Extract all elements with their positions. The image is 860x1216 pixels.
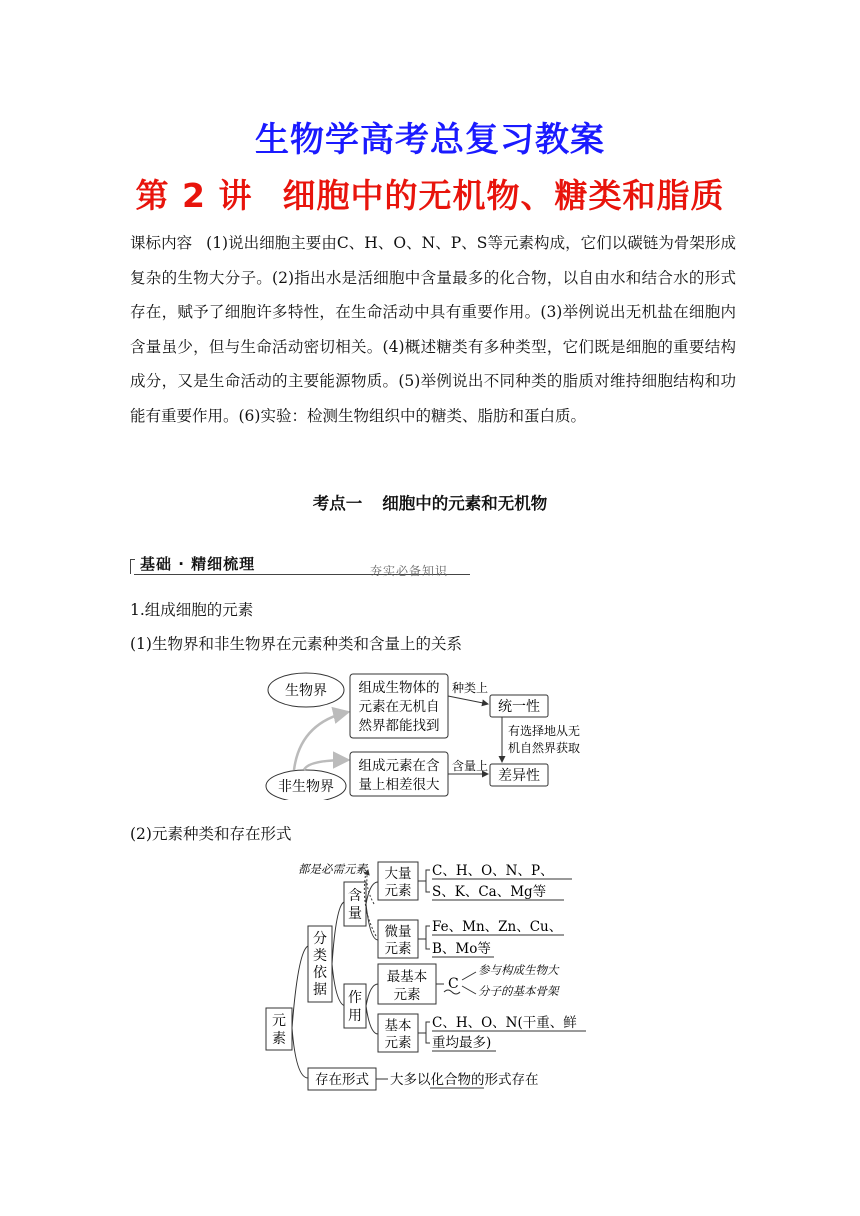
brace-basic-list-b	[426, 1033, 430, 1043]
macro-line2: 元素	[384, 883, 412, 899]
root-char1: 元	[272, 1013, 286, 1029]
macro-list-line1: C、H、O、N、P、	[432, 863, 554, 879]
unity-label: 统一性	[498, 699, 540, 715]
brace-role-basic	[366, 1006, 378, 1034]
nonbio-label: 非生物界	[278, 779, 334, 795]
curriculum-standards	[130, 226, 736, 433]
brace-basis-content	[332, 902, 344, 964]
macro-list-line2: S、K、Ca、Mg等	[432, 884, 547, 900]
heading-relation: (1)生物界和非生物界在元素种类和含量上的关系	[130, 635, 462, 653]
box1-line2: 元素在无机自	[358, 699, 440, 715]
brace-content-macro	[366, 882, 378, 904]
arrow-label-amount: 含量上	[452, 759, 489, 773]
brace-root-basis	[292, 946, 308, 1028]
content-char2: 量	[348, 906, 362, 922]
heading-element-forms: (2)元素种类和存在形式	[130, 825, 292, 843]
lecture-number: 第 2 讲	[135, 176, 253, 215]
arrow-to-unity	[448, 696, 488, 704]
micro-list-line2: B、Mo等	[432, 941, 491, 957]
diff-label: 差异性	[498, 768, 540, 784]
basis-char2: 类	[313, 948, 327, 964]
macro-line1: 大量	[384, 866, 412, 882]
box1-line3: 然界都能找到	[358, 718, 440, 734]
basis-char4: 据	[313, 982, 327, 998]
arrow-to-box2	[304, 760, 348, 770]
most-basic-note2: 分子的基本骨架	[478, 984, 559, 998]
most-basic-line2: 元素	[393, 987, 421, 1003]
basic-list-line2: 重均最多)	[432, 1035, 492, 1051]
diagram-element-classification	[264, 856, 604, 1092]
micro-line1: 微量	[384, 924, 412, 940]
heading-cell-elements: 1.组成细胞的元素	[130, 601, 254, 619]
lecture-name: 细胞中的无机物、糖类和脂质	[282, 176, 725, 215]
brace-role-mostbasic	[366, 984, 378, 1006]
standards-label: 课标内容	[130, 234, 193, 252]
role-char2: 用	[348, 1008, 362, 1024]
note-brace-bottom	[462, 986, 476, 994]
content-char1: 含	[348, 888, 362, 904]
section-title: 细胞中的元素和无机物	[382, 494, 548, 513]
form-text: 大多以化合物的形式存在	[390, 1072, 539, 1088]
role-char1: 作	[348, 990, 362, 1006]
root-char2: 素	[272, 1031, 286, 1047]
most-basic-note1: 参与构成生物大	[478, 963, 559, 977]
dotted-arrow-macro	[367, 870, 374, 904]
basics-band	[130, 553, 470, 579]
bio-label: 生物界	[285, 683, 327, 699]
note-line1: 有选择地从无	[508, 724, 581, 738]
band-subtitle: 夯实必备知识	[370, 564, 449, 578]
box1-line1: 组成生物体的	[358, 680, 440, 696]
standards-text: (1)说出细胞主要由C、H、O、N、P、S等元素构成，它们以碳链为骨架形成复杂的生物大分子。(2)指出水是活细胞中含量最多的化合物，以自由水和结合水的形式存在，赋予了细胞许多特性，在生命活动中具有重要作用。(3)举例说出无机盐在细胞内含量虽少，但与生命活动密切相关。(4)概述糖类有多种类型，它们既是细胞的重要结构成分，又是生命活动的主要能源物质。(5)举例说出不同种类的脂质对维持细胞结构和功能有重要作用。(6)实验：检测生物组织中的糖类、脂肪和蛋白质。	[130, 234, 736, 425]
essential-note: 都是必需元素	[298, 862, 367, 876]
brace-root-form	[292, 1028, 308, 1078]
micro-list-line1: Fe、Mn、Zn、Cu、	[432, 919, 563, 935]
micro-line2: 元素	[384, 941, 412, 957]
section-label: 考点一	[312, 494, 363, 513]
band-bracket	[130, 559, 135, 574]
basic-list-line1: C、H、O、N(干重、鲜	[432, 1015, 577, 1031]
diagram-bio-nonbio	[264, 668, 604, 800]
brace-content-micro	[366, 904, 378, 940]
document-title: 生物学高考总复习教案	[255, 120, 605, 160]
brace-basic-list	[418, 1022, 430, 1033]
basis-char3: 依	[313, 965, 327, 981]
arrow-label-type: 种类上	[452, 681, 489, 695]
most-basic-line1: 最基本	[386, 969, 428, 985]
basis-char1: 分	[313, 931, 327, 947]
box2-line1: 组成元素在含	[358, 758, 440, 774]
basic-line1: 基本	[384, 1018, 412, 1034]
form-label: 存在形式	[315, 1072, 369, 1088]
brace-macro-list-b	[426, 881, 430, 892]
note-line2: 机自然界获取	[508, 741, 581, 755]
most-basic-value: C	[448, 976, 459, 992]
basic-line2: 元素	[384, 1035, 412, 1051]
section-heading	[0, 490, 860, 514]
brace-micro-list	[418, 926, 430, 939]
note-brace-top	[462, 972, 476, 980]
brace-micro-list-b	[426, 939, 430, 949]
brace-macro-list	[418, 870, 430, 881]
band-title: 基础 · 精细梳理	[140, 555, 256, 573]
lecture-title	[0, 170, 860, 217]
box2-line2: 量上相差很大	[358, 777, 440, 793]
